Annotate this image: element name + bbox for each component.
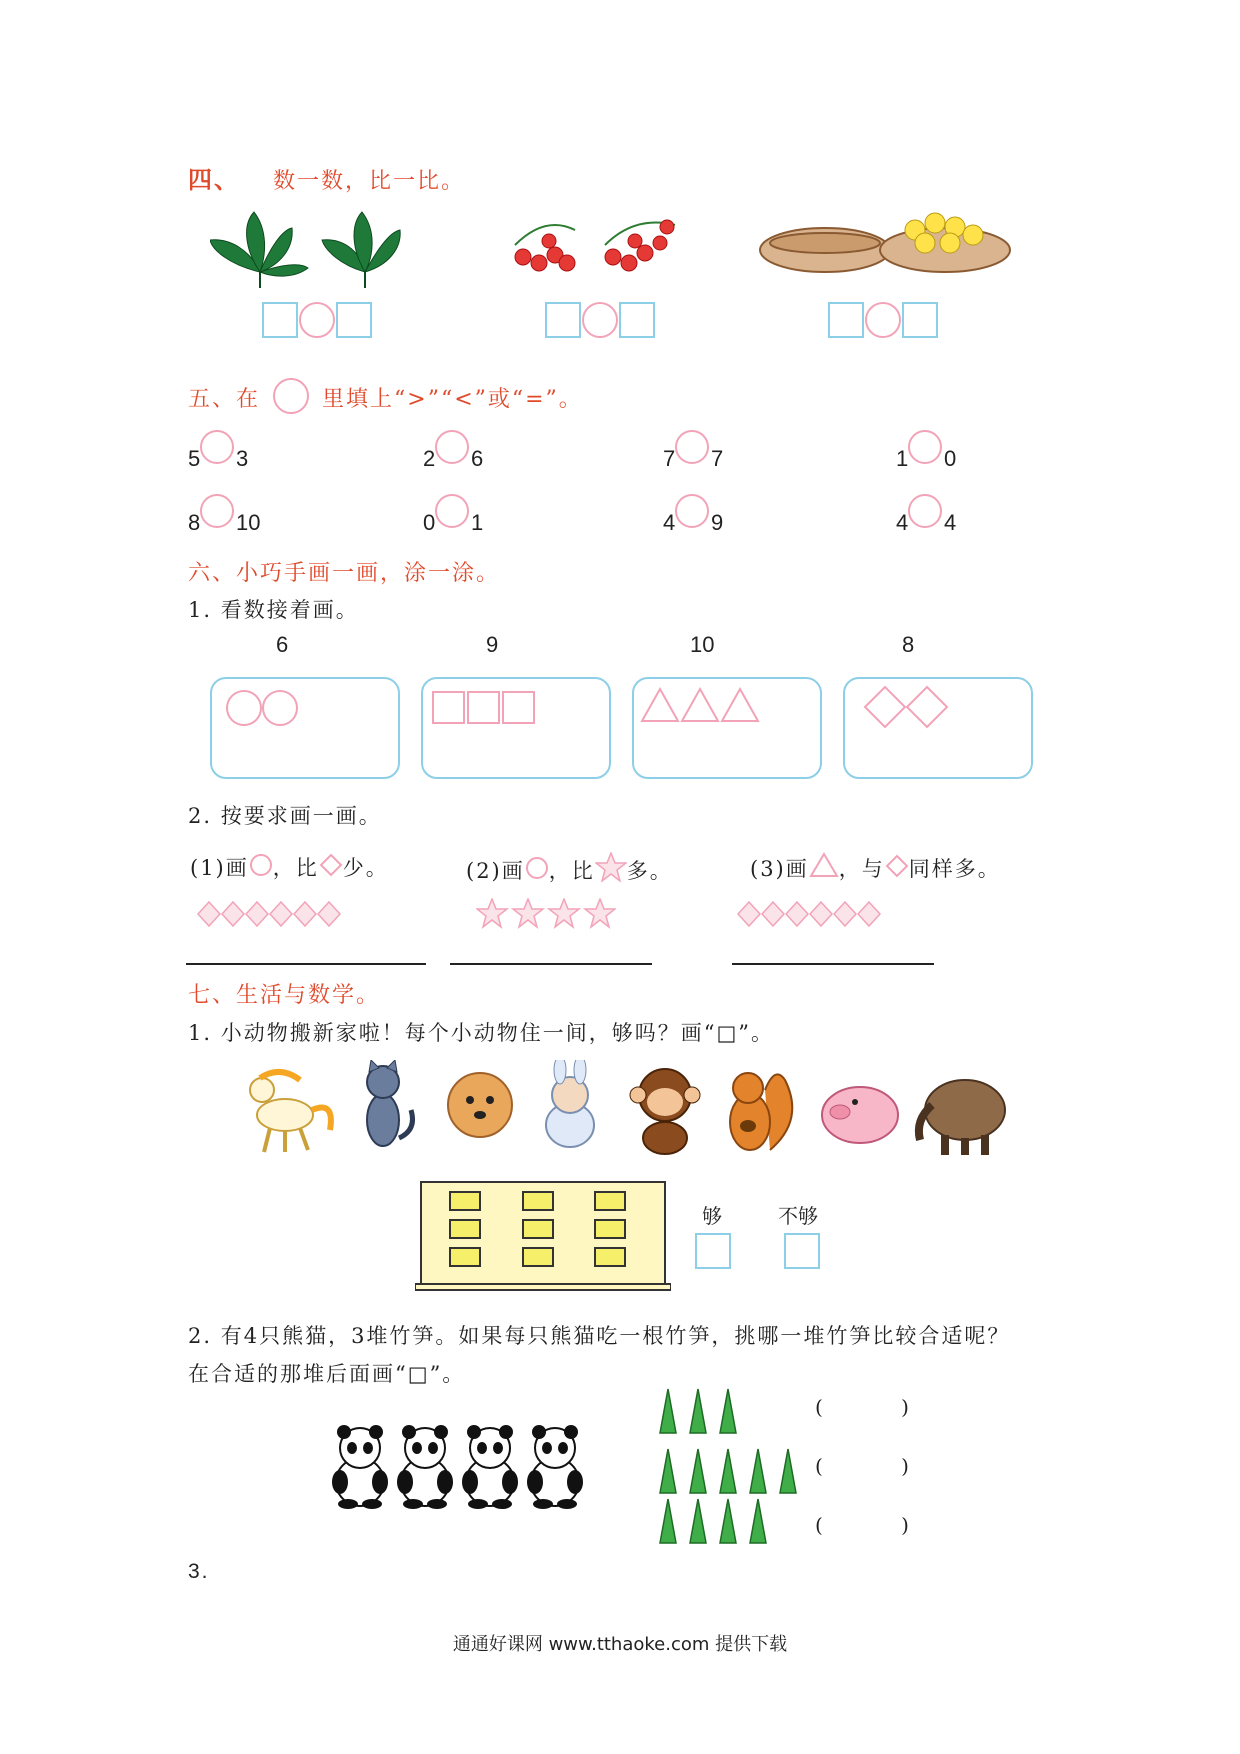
- berries-image: [505, 205, 685, 275]
- question-7-2-line1: 2. 有4只熊猫，3堆竹笋。如果每只熊猫吃一根竹笋，挑哪一堆竹笋比较合适呢？: [188, 1324, 1011, 1348]
- squirrel-icon: [730, 1073, 792, 1150]
- pig-icon: [822, 1087, 898, 1143]
- diamond-icon: [885, 854, 909, 878]
- answer-line-3[interactable]: [732, 963, 934, 965]
- compare-right: 7: [711, 446, 724, 471]
- elephant-icon: [919, 1080, 1005, 1155]
- panda-icon: [332, 1425, 388, 1509]
- panda-icon: [397, 1425, 453, 1509]
- leaves-image: [210, 210, 420, 290]
- monkey-icon: [630, 1069, 700, 1154]
- diamonds-shape: [845, 679, 1031, 777]
- leaf-group-1: [210, 212, 308, 288]
- sub-q3-c: 同样多。: [908, 857, 1001, 881]
- section-7-title: 七、生活与数学。: [188, 983, 381, 1008]
- building-image: [415, 1180, 671, 1292]
- animals-row-image: [240, 1060, 1010, 1160]
- nests-image: [755, 205, 1015, 280]
- compare-circle[interactable]: [435, 494, 469, 528]
- answer-box[interactable]: [262, 302, 298, 338]
- sub-question-3: [750, 852, 1001, 883]
- compare-right: 1: [471, 510, 484, 535]
- panda-icon: [527, 1425, 583, 1509]
- star-icon: [595, 852, 627, 882]
- compare-left: 7: [663, 446, 676, 471]
- draw-box-circles[interactable]: [210, 677, 400, 779]
- answer-line-2[interactable]: [450, 963, 652, 965]
- leaf-group-2: [322, 212, 400, 288]
- bamboo-shoots-image: [648, 1385, 800, 1545]
- compare-circle[interactable]: [200, 494, 234, 528]
- section-5-suffix: 里填上“>”“<”或“=”。: [322, 387, 583, 412]
- compare-circle[interactable]: [200, 430, 234, 464]
- not-enough-checkbox[interactable]: [784, 1233, 820, 1269]
- compare-left: 4: [663, 510, 676, 535]
- section-5-title: [188, 378, 583, 414]
- page-footer: 通通好课网 www.tthaoke.com 提供下载: [452, 1634, 788, 1655]
- answer-box[interactable]: [336, 302, 372, 338]
- compare-circle[interactable]: [675, 430, 709, 464]
- sub-q1-a: (1)画: [190, 856, 249, 880]
- sub-q1-b: ，比: [272, 856, 319, 880]
- section-5-prefix: 五、在: [188, 387, 261, 412]
- section-4-text: 数一数，比一比。: [273, 169, 466, 194]
- answer-box[interactable]: [828, 302, 864, 338]
- target-number: 9: [486, 632, 499, 657]
- sub-question-1: [190, 852, 389, 882]
- section-6-title: 六、小巧手画一画，涂一涂。: [188, 561, 501, 586]
- draw-box-squares[interactable]: [421, 677, 611, 779]
- circle-icon: [249, 853, 273, 877]
- star-row-4: [476, 898, 616, 930]
- sub-q3-a: (3)画: [750, 857, 809, 881]
- question-7-1: 1. 小动物搬新家啦！每个小动物住一间，够吗？画“□”。: [188, 1021, 775, 1045]
- compare-circle[interactable]: [908, 494, 942, 528]
- circle-icon: [525, 856, 549, 880]
- question-7-2-line2: 在合适的那堆后面画“□”。: [188, 1362, 466, 1386]
- enough-label: 够: [702, 1204, 722, 1228]
- sub-q3-b: ，与: [838, 857, 885, 881]
- question-6-1: 1. 看数接着画。: [188, 598, 359, 622]
- cat-icon: [367, 1060, 413, 1146]
- compare-left: 8: [188, 510, 201, 535]
- sub-q2-b: ，比: [548, 859, 595, 883]
- diamond-icon: [319, 853, 343, 877]
- compare-left: 5: [188, 446, 201, 471]
- sub-q2-c: 多。: [626, 859, 673, 883]
- draw-box-diamonds[interactable]: [843, 677, 1033, 779]
- compare-right: 4: [944, 510, 957, 535]
- answer-box[interactable]: [545, 302, 581, 338]
- target-number: 10: [690, 632, 715, 657]
- target-number: 8: [902, 632, 915, 657]
- answer-box[interactable]: [619, 302, 655, 338]
- answer-circle[interactable]: [865, 302, 901, 338]
- answer-paren-2[interactable]: ( ): [815, 1454, 945, 1478]
- section-4-title: [188, 160, 465, 195]
- answer-paren-3[interactable]: ( ): [815, 1513, 945, 1537]
- question-7-3: 3.: [188, 1560, 210, 1583]
- enough-checkbox[interactable]: [695, 1233, 731, 1269]
- sub-q1-c: 少。: [342, 856, 389, 880]
- compare-circle[interactable]: [908, 430, 942, 464]
- apartment-building: [415, 1180, 671, 1292]
- compare-left: 0: [423, 510, 436, 535]
- pandas-image: [330, 1420, 592, 1510]
- answer-line-1[interactable]: [186, 963, 426, 965]
- panda-icon: [462, 1425, 518, 1509]
- answer-circle[interactable]: [299, 302, 335, 338]
- compare-right: 9: [711, 510, 724, 535]
- dog-icon: [448, 1073, 512, 1137]
- not-enough-label: 不够: [778, 1204, 818, 1228]
- draw-box-triangles[interactable]: [632, 677, 822, 779]
- compare-left: 2: [423, 446, 436, 471]
- diamond-row-6: [196, 900, 356, 928]
- compare-circle[interactable]: [675, 494, 709, 528]
- compare-right: 3: [236, 446, 249, 471]
- compare-circle[interactable]: [435, 430, 469, 464]
- diamond-row-6b: [736, 900, 896, 928]
- answer-circle[interactable]: [582, 302, 618, 338]
- section-4-number: 四、: [188, 165, 240, 194]
- compare-right: 10: [236, 510, 261, 535]
- triangles-shape: [634, 679, 820, 777]
- question-6-2: 2. 按要求画一画。: [188, 804, 382, 828]
- compare-right: 6: [471, 446, 484, 471]
- triangle-icon: [809, 852, 839, 878]
- compare-left: 1: [896, 446, 909, 471]
- squares-shape: [423, 679, 609, 777]
- answer-paren-1[interactable]: ( ): [815, 1395, 945, 1419]
- circle-symbol-icon: [273, 378, 309, 414]
- answer-box[interactable]: [902, 302, 938, 338]
- circles-shape: [212, 679, 398, 777]
- compare-right: 0: [944, 446, 957, 471]
- sub-question-2: [466, 852, 673, 885]
- compare-left: 4: [896, 510, 909, 535]
- sub-q2-a: (2)画: [466, 859, 525, 883]
- horse-icon: [250, 1072, 331, 1152]
- target-number: 6: [276, 632, 289, 657]
- rabbit-icon: [546, 1060, 594, 1147]
